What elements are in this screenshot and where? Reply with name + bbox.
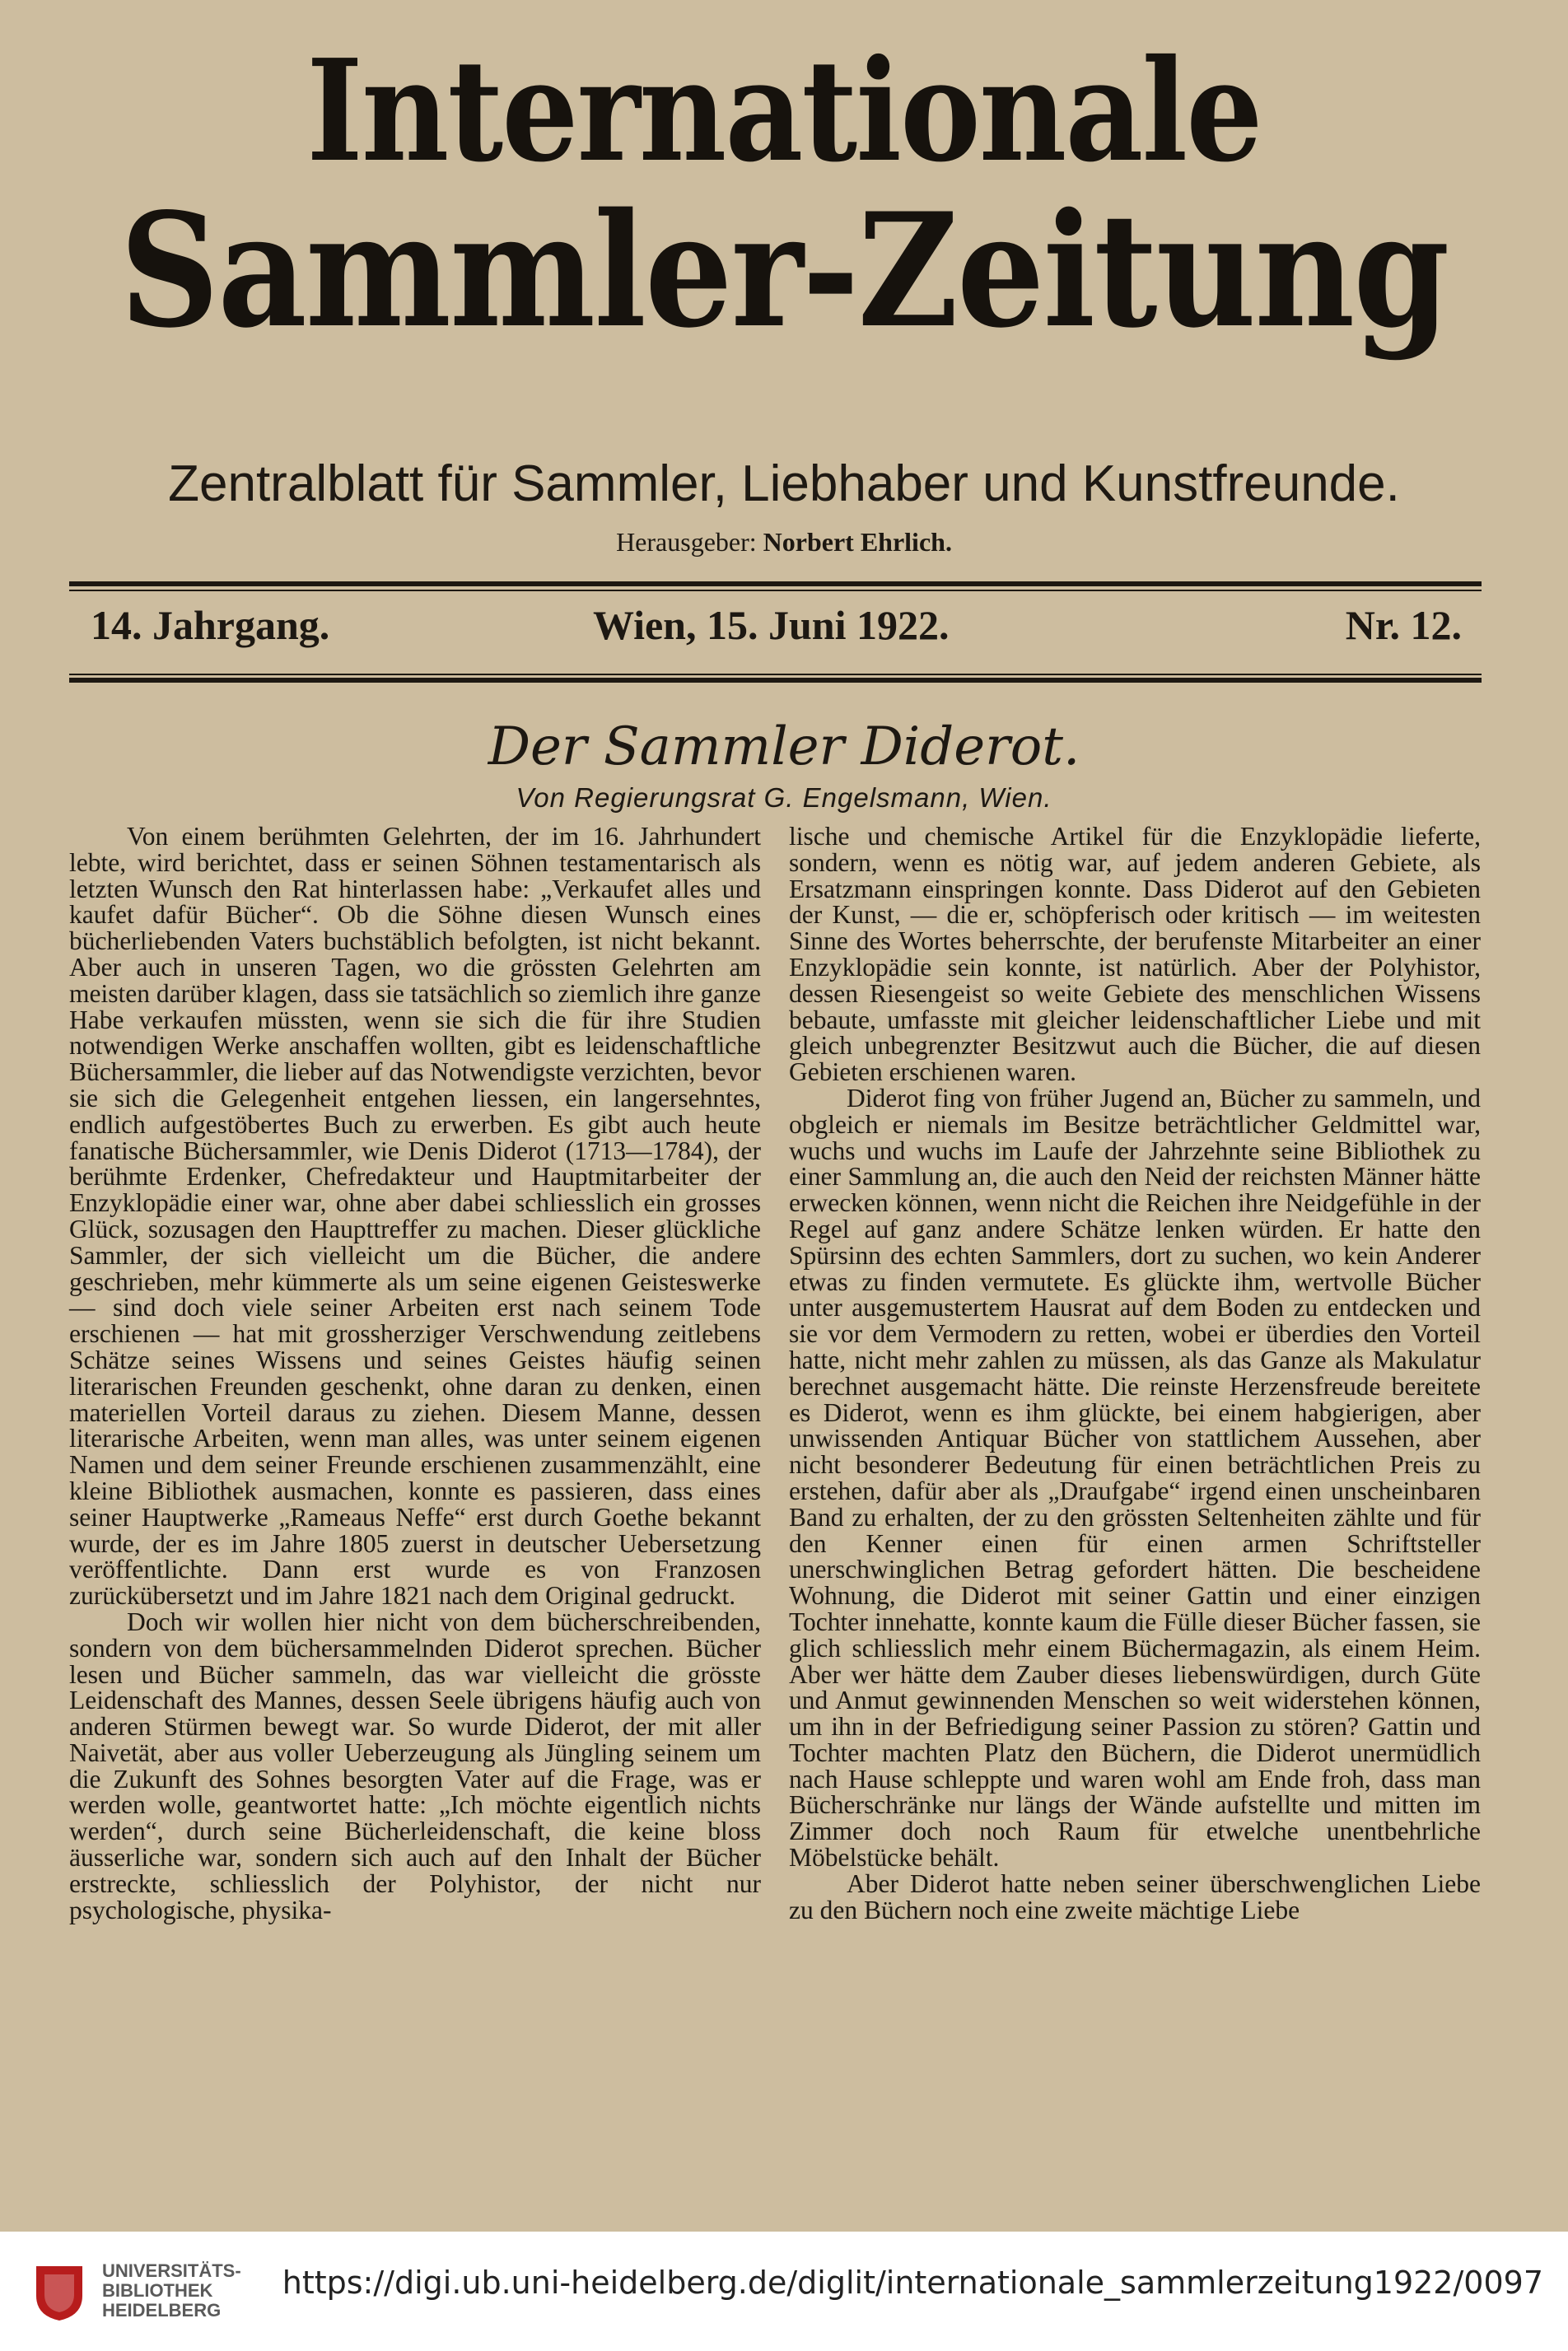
bottom-rule-thick [69,678,1482,683]
masthead-title-line2: Sammler-Zeitung [119,179,1449,362]
article-column-right [789,823,1481,1923]
top-rule-thick [69,581,1482,586]
bottom-rule-thin [69,674,1482,675]
publisher-line [0,527,1568,557]
masthead-title-line1: Internationale [306,29,1262,194]
issue-volume: 14. Jahrgang. [91,602,330,648]
library-logo[interactable] [33,2256,247,2330]
publisher-label: Herausgeber: [616,527,757,557]
article-byline: Von Regierungsrat G. Engelsmann, Wien. [516,782,1052,813]
article-paragraph: Aber Diderot hatte neben seiner überschwenglichen Liebe zu den Büchern noch eine zweite mächtige Liebe [789,1868,1481,1924]
masthead [0,29,1568,362]
masthead-subtitle: Zentralblatt für Sammler, Liebhaber und Kunstfreunde. [168,455,1400,512]
library-name: UNIVERSITÄTS- BIBLIOTHEK HEIDELBERG [102,2260,241,2321]
issue-date: Wien, 15. Juni 1922. [593,602,950,648]
article-paragraph: lische und chemische Artikel für die Enzyklopädie lieferte, sondern, wenn es nötig war, auf jedem anderen Gebiete, als Ersatzmann einspringen konnte. Dass Diderot auf den Gebieten der Kunst, — die er, schöpferisch oder kritisch — im weitesten Sinne des Wortes beherrschte, der berufenste Mitarbeiter an einer Enzyklopädie sein konnte, ist natürlich. Aber der Polyhistor, dessen Riesengeist so weite Gebiete des menschlichen Wissens bebaute, umfasste mit gleicher leidenschaftlicher Liebe und mit gleich unbegrenzter Besitzwut auch die Bücher, die auf diesen Gebieten erschienen waren. [789,822,1481,1087]
issue-number: Nr. 12. [1345,602,1462,648]
viewer-footer [0,2232,1568,2351]
top-rule-thin [69,590,1482,591]
page-url-link[interactable]: https://digi.ub.uni-heidelberg.de/diglit/internationale_sammlerzeitung1922/0097 [282,2265,1543,2301]
library-seal-icon [33,2263,86,2322]
publisher-name: Norbert Ehrlich. [763,527,952,557]
article-paragraph: Von einem berühmten Gelehrten, der im 16. Jahrhundert lebte, wird berichtet, dass er seinen Söhnen testamentarisch als letzten Wunsch den Rat hinterlassen habe: „Verkaufet alles und kaufet dafür Bücher“. Ob die Söhne diesen Wunsch eines bücherliebenden Vaters buchstäblich befolgten, ist nicht bekannt. Aber auch in unseren Tagen, wo die grössten Gelehrten am meisten darüber klagen, dass sie tatsächlich so ziemlich ihre ganze Habe verkaufen müssten, wenn sie sich die für ihre Studien notwendigen Werke anschaffen wollten, gibt es leidenschaftliche Büchersammler, die lieber auf das Notwendigste verzichten, bevor sie sich die Gelegenheit entgehen liessen, ein langersehntes, endlich aufgestöbertes Buch zu erwerben. Es gibt auch heute fanatische Büchersammler, wie Denis Diderot (1713—1784), der berühmte Erdenker, Chefredakteur und Hauptmitarbeiter der Enzyklopädie einer war, ohne aber dabei schliesslich ein grosses Glück, sozusagen den Haupttreffer zu machen. Dieser glückliche Sammler, der sich vielleicht um die Bücher, die andere geschrieben, mehr kümmerte als um seine eigenen Geisteswerke — sind doch viele seiner Arbeiten erst nach seinem Tode erschienen — hat mit grossherziger Verschwendung zeitlebens Schätze seines Wissens und seines Geistes häufig seinen literarischen Freunden geschenkt, ohne daran zu denken, einen materiellen Vorteil daraus zu ziehen. Diesem Manne, dessen literarische Arbeiten, wenn man alles, was unter seinem eigenen Namen und dem seiner Freunde erschienen zusammenzählt, eine kleine Bibliothek ausmachen, konnte es passieren, dass eines seiner Hauptwerke „Rameaus Neffe“ erst durch Goethe bekannt wurde, der es im Jahre 1805 zuerst in deutscher Uebersetzung veröffentlichte. Dann erst wurde es von Franzosen zurückübersetzt und im Jahre 1821 nach dem Original gedruckt. [69,822,761,1611]
article-paragraph: Diderot fing von früher Jugend an, Bücher zu sammeln, und obgleich er niemals im Besitze beträchtlicher Geldmittel war, wuchs und wuchs im Laufe der Jahrzehnte seine Bibliothek zu einer Sammlung an, die auch den Neid der reichsten Männer hätte erwecken können, wenn nicht die Reichen ihre Neidgefühle in der Regel auf ganz andere Schätze lenken würden. Er hatte den Spürsinn des echten Sammlers, dort zu suchen, wo kein Anderer etwas zu finden vermutete. Es glückte ihm, wertvolle Bücher unter ausgemustertem Hausrat auf dem Boden zu entdecken und sie vor dem Vermodern zu retten, wobei er überdies den Vorteil hatte, nicht mehr zahlen zu müssen, als das Ganze als Makulatur berechnet ausgemacht hätte. Die reinste Herzensfreude bereitete es Diderot, wenn es ihm glückte, bei einem habgierigen, aber unwissenden Antiquar Bücher von stattlichem Aussehen, aber nicht besonderer Bedeutung für einen beträchtlichen Preis zu erstehen, dafür aber als „Draufgabe“ irgend einen unscheinbaren Band zu erhalten, der zu den grössten Seltenheiten zählte und für den Kenner einen für einen armen Schriftsteller unerschwinglichen Betrag gefordert hätten. Die bescheidene Wohnung, die Diderot mit seiner Gattin und einer einzigen Tochter innehatte, konnte kaum die Fülle dieser Bücher fassen, sie glich schliesslich mehr einem Büchermagazin, als einem Heim. Aber wer hätte dem Zauber dieses liebenswürdigen, durch Güte und Anmut gewinnenden Menschen so weit widerstehen können, um ihn in der Befriedigung seiner Passion zu stören? Gattin und Tochter machten Platz den Büchern, die Diderot unermüdlich nach Hause schleppte und waren wohl am Ende froh, dass man Bücherschränke nur längs der Wände aufstellte und mitten im Zimmer doch noch Raum für etwelche unentbehrliche Möbelstücke behält. [789,1083,1481,1873]
issue-info-row [91,601,1462,659]
article-column-left [69,823,761,1923]
article-title: Der Sammler Diderot. [488,716,1080,777]
article-paragraph: Doch wir wollen hier nicht von dem bücherschreibenden, sondern von dem büchersammelnden Diderot sprechen. Bücher lesen und Bücher sammeln, das war vielleicht die grösste Leidenschaft des Mannes, dessen Seele übrigens häufig auch von anderen Stürmen bewegt war. So wurde Diderot, der mit aller Naivetät, aber aus voller Ueberzeugung als Jüngling seinem um die Zukunft des Sohnes besorgten Vater auf die Frage, was er werden wolle, geantwortet hatte: „Ich möchte eigentlich nichts werden“, durch seine Bücherleidenschaft, die keine bloss äusserliche war, sondern sich auch auf den Inhalt der Bücher erstreckte, schliesslich der Polyhistor, der nicht nur psychologische, physika- [69,1607,761,1924]
